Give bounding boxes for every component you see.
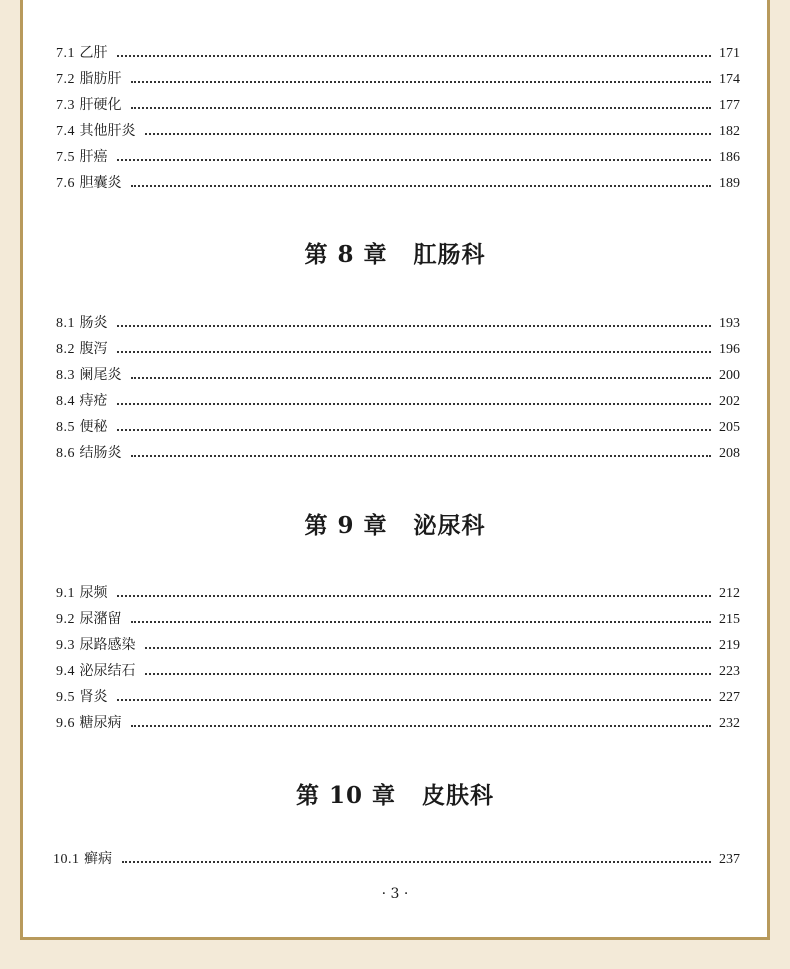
entry-title: 7.5 肝癌	[56, 149, 108, 165]
dot-leader	[117, 321, 711, 327]
dot-leader	[117, 51, 711, 57]
entry-title: 9.1 尿频	[56, 585, 108, 601]
toc-entry[interactable]	[56, 438, 740, 462]
toc-entry[interactable]	[56, 168, 740, 192]
entry-title: 7.1 乙肝	[56, 45, 108, 61]
entry-title: 9.6 糖尿病	[56, 715, 122, 731]
entry-title: 8.5 便秘	[56, 419, 108, 435]
entry-page-number: 177	[719, 98, 740, 113]
chapter-name: 肛肠科	[413, 241, 486, 268]
toc-entry[interactable]	[53, 844, 740, 868]
chapter-heading	[23, 236, 767, 269]
entry-title: 8.3 阑尾炎	[56, 367, 122, 383]
chapter-name: 皮肤科	[422, 782, 495, 809]
entry-page-number: 200	[719, 368, 740, 383]
dot-leader	[145, 643, 711, 649]
entry-title: 8.2 腹泻	[56, 341, 108, 357]
toc-entry[interactable]	[56, 630, 740, 654]
dot-leader	[145, 129, 711, 135]
entry-title: 9.2 尿潴留	[56, 611, 122, 627]
chapter-heading	[23, 507, 767, 540]
entry-page-number: 227	[719, 690, 740, 705]
toc-entry[interactable]	[56, 116, 740, 140]
toc-entry[interactable]	[56, 604, 740, 628]
entry-title: 7.4 其他肝炎	[56, 123, 136, 139]
dot-leader	[117, 399, 711, 405]
toc-entry[interactable]	[56, 708, 740, 732]
entry-title: 8.4 痔疮	[56, 393, 108, 409]
entry-title: 9.3 尿路感染	[56, 637, 136, 653]
toc-entry[interactable]	[56, 360, 740, 384]
dot-leader	[122, 857, 711, 863]
entry-page-number: 171	[719, 46, 740, 61]
dot-leader	[117, 425, 711, 431]
dot-leader	[117, 591, 711, 597]
entry-page-number: 182	[719, 124, 740, 139]
entry-title: 7.6 胆囊炎	[56, 175, 122, 191]
entry-page-number: 237	[719, 852, 740, 867]
dot-leader	[131, 181, 711, 187]
dot-leader	[131, 373, 711, 379]
chapter-name: 泌尿科	[413, 512, 486, 539]
chapter-label: 第 9 章	[304, 512, 388, 539]
page-number-footer: · 3 ·	[381, 886, 409, 902]
toc-entry[interactable]	[56, 412, 740, 436]
toc-entry[interactable]	[56, 682, 740, 706]
entry-title: 8.6 结肠炎	[56, 445, 122, 461]
toc-entry[interactable]	[56, 64, 740, 88]
dot-leader	[131, 451, 711, 457]
entry-page-number: 186	[719, 150, 740, 165]
entry-page-number: 215	[719, 612, 740, 627]
entry-page-number: 232	[719, 716, 740, 731]
dot-leader	[117, 695, 711, 701]
toc-page	[23, 0, 767, 937]
toc-entry[interactable]	[56, 38, 740, 62]
entry-page-number: 174	[719, 72, 740, 87]
dot-leader	[117, 155, 711, 161]
entry-page-number: 196	[719, 342, 740, 357]
entry-title: 7.2 脂肪肝	[56, 71, 122, 87]
entry-title: 7.3 肝硬化	[56, 97, 122, 113]
entry-title: 8.1 肠炎	[56, 315, 108, 331]
chapter-heading	[23, 777, 767, 810]
toc-entry[interactable]	[56, 656, 740, 680]
entry-page-number: 193	[719, 316, 740, 331]
chapter-label: 第 8 章	[304, 241, 388, 268]
entry-page-number: 189	[719, 176, 740, 191]
toc-entry[interactable]	[56, 334, 740, 358]
dot-leader	[131, 721, 711, 727]
dot-leader	[131, 77, 711, 83]
entry-page-number: 223	[719, 664, 740, 679]
entry-page-number: 219	[719, 638, 740, 653]
entry-title: 9.4 泌尿结石	[56, 663, 136, 679]
toc-entry[interactable]	[56, 308, 740, 332]
entry-page-number: 208	[719, 446, 740, 461]
toc-entry[interactable]	[56, 386, 740, 410]
dot-leader	[117, 347, 711, 353]
chapter-label: 第 10 章	[295, 782, 397, 809]
dot-leader	[131, 103, 711, 109]
entry-title: 10.1 癣病	[53, 851, 112, 867]
entry-page-number: 205	[719, 420, 740, 435]
entry-page-number: 202	[719, 394, 740, 409]
toc-entry[interactable]	[56, 142, 740, 166]
dot-leader	[145, 669, 711, 675]
entry-title: 9.5 肾炎	[56, 689, 108, 705]
dot-leader	[131, 617, 711, 623]
entry-page-number: 212	[719, 586, 740, 601]
toc-entry[interactable]	[56, 578, 740, 602]
toc-entry[interactable]	[56, 90, 740, 114]
